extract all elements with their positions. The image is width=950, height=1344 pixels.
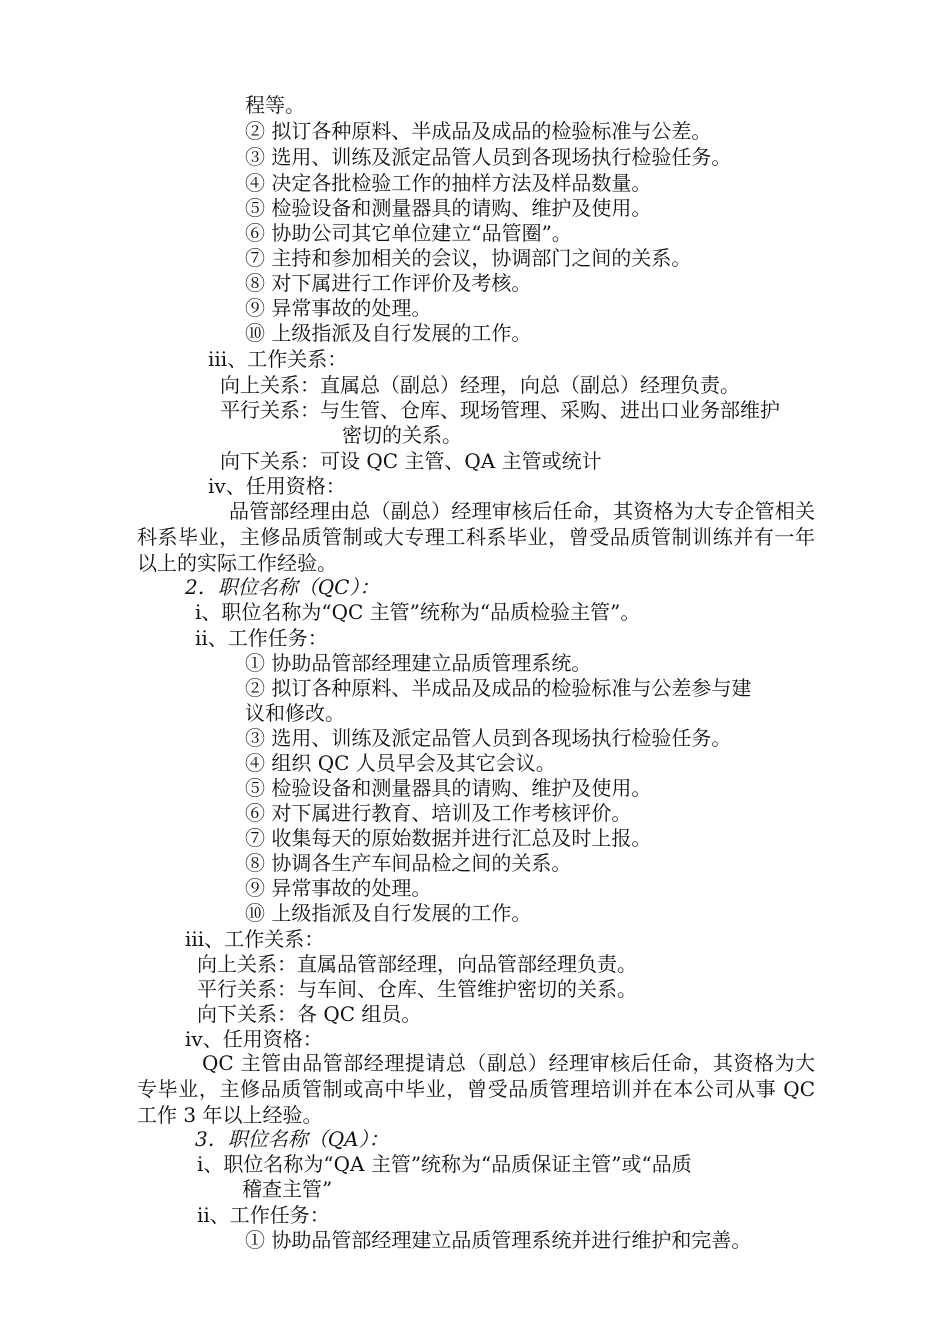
qualification-text: 品管部经理由总（副总）经理审核后任命，其资格为大专企管相关科系毕业，主修品质管制或大专理工科系毕业，曾受品质管制训练并有一年以上的实际工作经验。: [137, 499, 815, 575]
task-item: ⑥ 对下属进行教育、培训及工作考核评价。: [245, 801, 632, 825]
task-item: ⑩ 上级指派及自行发展的工作。: [245, 901, 532, 925]
task-item: ④ 组织 QC 人员早会及其它会议。: [245, 751, 556, 775]
relations-title: iii、工作关系：: [185, 927, 325, 951]
task-item: ③ 选用、训练及派定品管人员到各现场执行检验任务。: [245, 726, 732, 750]
task-item: ⑨ 异常事故的处理。: [245, 296, 432, 320]
relation-up: 向上关系：直属品管部经理，向品管部经理负责。: [197, 952, 637, 976]
task-item: ⑧ 协调各生产车间品检之间的关系。: [245, 851, 572, 875]
relation-parallel-cont: 密切的关系。: [342, 423, 462, 447]
task-item: ⑥ 协助公司其它单位建立“品管圈”。: [245, 221, 572, 245]
relation-down: 向下关系：可设 QC 主管、QA 主管或统计: [220, 449, 602, 473]
task-item: ① 协助品管部经理建立品质管理系统。: [245, 651, 592, 675]
position-name: ⅰ、职位名称为“QA 主管”统称为“品质保证主管”或“品质: [197, 1152, 692, 1176]
qualification-paragraph: [137, 1050, 815, 1128]
qualification-text: QC 主管由品管部经理提请总（副总）经理审核后任命，其资格为大专毕业，主修品质管制或高中毕业，曾受品质管理培训并在本公司从事 QC 工作 3 年以上经验。: [137, 1051, 815, 1127]
relation-down: 向下关系：各 QC 组员。: [197, 1002, 422, 1026]
relation-parallel: 平行关系：与车间、仓库、生管维护密切的关系。: [197, 977, 637, 1001]
task-item: ⑩ 上级指派及自行发展的工作。: [245, 321, 532, 345]
qualification-title: iv、任用资格：: [185, 1027, 323, 1051]
task-item: ② 拟订各种原料、半成品及成品的检验标准与公差参与建: [245, 676, 752, 700]
task-item: ⑤ 检验设备和测量器具的请购、维护及使用。: [245, 776, 652, 800]
tasks-title: ⅱ、工作任务：: [195, 626, 328, 650]
section-heading: 3．职位名称（QA）：: [195, 1127, 389, 1151]
relations-title: iii、工作关系：: [208, 347, 348, 371]
section-heading: 2．职位名称（QC）：: [185, 575, 380, 599]
qualification-title: iv、任用资格：: [208, 474, 346, 498]
relation-parallel: 平行关系：与生管、仓库、现场管理、采购、进出口业务部维护: [220, 398, 780, 422]
task-item: ⑧ 对下属进行工作评价及考核。: [245, 271, 532, 295]
task-item: ⑦ 收集每天的原始数据并进行汇总及时上报。: [245, 826, 652, 850]
task-item: 程等。: [245, 93, 305, 117]
task-item: ⑦ 主持和参加相关的会议，协调部门之间的关系。: [245, 246, 692, 270]
task-item: ④ 决定各批检验工作的抽样方法及样品数量。: [245, 171, 652, 195]
position-name-cont: 稽查主管”: [242, 1177, 333, 1201]
task-item: ① 协助品管部经理建立品质管理系统并进行维护和完善。: [245, 1228, 752, 1252]
task-item-cont: 议和修改。: [245, 701, 345, 725]
task-item: ⑨ 异常事故的处理。: [245, 876, 432, 900]
task-item: ② 拟订各种原料、半成品及成品的检验标准与公差。: [245, 119, 712, 143]
tasks-title: ⅱ、工作任务：: [197, 1203, 330, 1227]
position-name: ⅰ、职位名称为“QC 主管”统称为“品质检验主管”。: [195, 600, 641, 624]
task-item: ⑤ 检验设备和测量器具的请购、维护及使用。: [245, 196, 652, 220]
task-item: ③ 选用、训练及派定品管人员到各现场执行检验任务。: [245, 145, 732, 169]
qualification-paragraph: [137, 498, 815, 576]
relation-up: 向上关系：直属总（副总）经理，向总（副总）经理负责。: [220, 373, 740, 397]
